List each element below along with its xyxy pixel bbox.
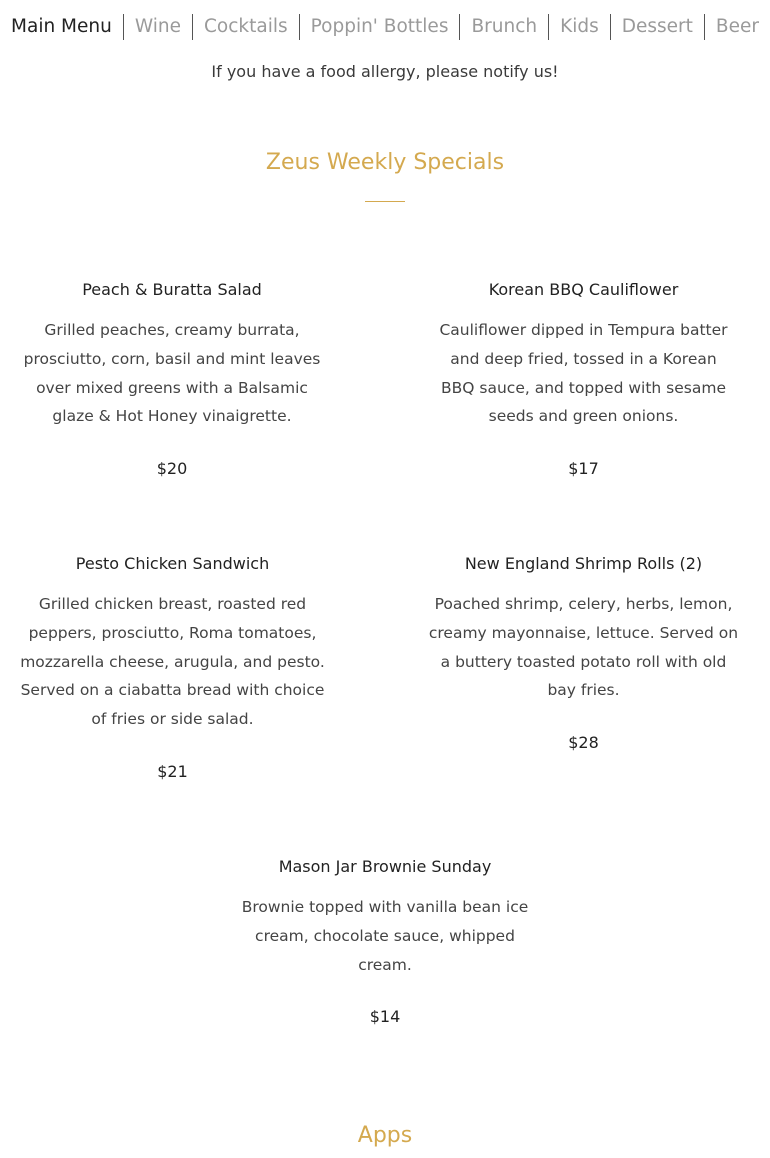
menu-item-name: Peach & Buratta Salad (82, 280, 262, 299)
menu-item-mason-jar-brownie-sunday (238, 855, 532, 1029)
menu-nav (0, 12, 770, 42)
menu-item-korean-bbq-cauliflower (432, 278, 735, 481)
menu-item-price: $14 (369, 1007, 401, 1027)
nav-item-poppin-bottles[interactable]: Poppin' Bottles (310, 16, 449, 37)
menu-item-description: Poached shrimp, celery, herbs, lemon, creamy mayonnaise, lettuce. Served on a buttery toasted potato roll with old bay fries. (428, 595, 739, 700)
menu-item-price: $21 (157, 761, 188, 781)
menu-item-name: Korean BBQ Cauliflower (488, 280, 679, 299)
nav-item-brunch[interactable]: Brunch (471, 16, 538, 37)
menu-item-description: Grilled peaches, creamy burrata, prosciutto, corn, basil and mint leaves over mixed greens with a Balsamic glaze & Hot Honey vinaigrette. (23, 321, 321, 426)
allergy-notice: If you have a food allergy, please notify us! (211, 62, 559, 81)
title-divider (365, 201, 405, 202)
nav-item-cocktails[interactable]: Cocktails (204, 16, 288, 37)
nav-item-main-menu[interactable]: Main Menu (11, 16, 112, 37)
menu-item-description: Cauliflower dipped in Tempura batter and deep fried, tossed in a Korean BBQ sauce, and topped with sesame seeds and green onions. (439, 321, 728, 426)
menu-item-name: Mason Jar Brownie Sunday (278, 857, 492, 876)
specials-section-title: Zeus Weekly Specials (265, 150, 505, 175)
menu-item-price: $28 (568, 733, 599, 753)
nav-item-beer[interactable]: Beer (715, 16, 759, 37)
nav-item-wine[interactable]: Wine (134, 16, 181, 37)
nav-item-kids[interactable]: Kids (560, 16, 599, 37)
apps-section-title: Apps (357, 1123, 413, 1148)
menu-item-new-england-shrimp-rolls (428, 552, 739, 755)
menu-item-name: Pesto Chicken Sandwich (75, 554, 270, 573)
menu-item-description: Grilled chicken breast, roasted red peppers, prosciutto, Roma tomatoes, mozzarella cheese, arugula, and pesto. Served on a ciabatta bread with choice of fries or side salad. (20, 595, 325, 729)
menu-item-description: Brownie topped with vanilla bean ice cream, chocolate sauce, whipped cream. (241, 898, 529, 974)
menu-item-price: $20 (156, 459, 188, 479)
menu-item-name: New England Shrimp Rolls (2) (464, 554, 703, 573)
menu-item-price: $17 (568, 459, 599, 479)
menu-item-pesto-chicken-sandwich (18, 552, 327, 784)
menu-item-peach-buratta-salad (22, 278, 322, 481)
nav-item-dessert[interactable]: Dessert (621, 16, 693, 37)
